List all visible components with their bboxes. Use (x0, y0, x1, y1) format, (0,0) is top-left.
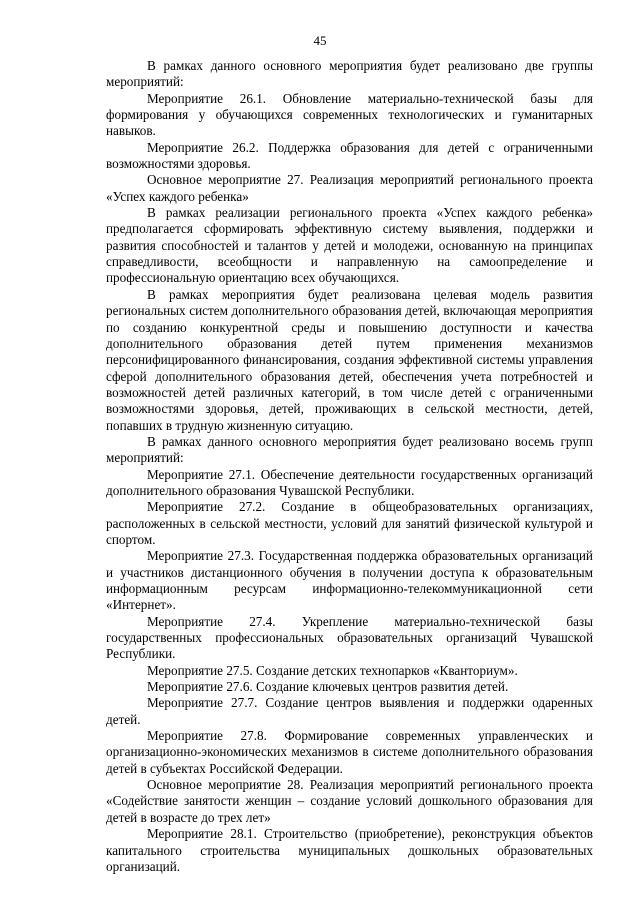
paragraph: Мероприятие 27.6. Создание ключевых центров развития детей. (147, 679, 509, 695)
paragraph: Основное мероприятие 27. Реализация мероприятий регионального проекта «Успех каждого ребенка» (106, 172, 593, 204)
paragraph: Мероприятие 27.3. Государственная поддержка образовательных организаций и участников дистанционного обучения в получении доступа к образовательным информационным ресурсам информационно-телекоммуникационной сети «Интернет». (106, 548, 593, 613)
paragraph: Мероприятие 26.1. Обновление материально-технической базы для формирования у обучающихся современных технологических и гуманитарных навыков. (106, 90, 593, 139)
paragraph: Мероприятие 27.4. Укрепление материально-технической базы государственных профессиональных образовательных организаций Чувашской Республики. (106, 613, 593, 662)
paragraph: Мероприятие 27.8. Формирование современных управленческих и организационно-экономических механизмов в системе дополнительного образования детей в субъектах Российской Федерации. (106, 728, 593, 776)
paragraph: Мероприятие 28.1. Строительство (приобретение), реконструкция объектов капитального строительства муниципальных дошкольных образовательных организаций. (106, 826, 593, 874)
paragraph: Мероприятие 27.1. Обеспечение деятельности государственных организаций дополнительного образования Чувашской Республики. (106, 466, 593, 498)
paragraph: В рамках мероприятия будет реализована целевая модель развития региональных систем дополнительного образования детей, включающая мероприятия по созданию конкурентной среды и повышению доступности и качества дополнительного образования детей путем применения механизмов персонифицированного финансирования, создания эффективной системы управления сферой дополнительного образования детей, обеспечения учета потребностей и возможностей детей различных категорий, в том числе детей с ограниченными возможностями здоровья, детей, проживающих в сельской местности, детей, попавших в трудную жизненную ситуацию. (106, 286, 593, 433)
paragraph: Основное мероприятие 28. Реализация мероприятий регионального проекта «Содействие занятости женщин – создание условий дошкольного образования для детей в возрасте до трех лет» (106, 777, 593, 825)
paragraph: В рамках данного основного мероприятия будет реализовано две группы мероприятий: (106, 58, 593, 90)
paragraph: Мероприятие 27.5. Создание детских технопарков «Кванториум». (147, 662, 518, 678)
paragraph: Мероприятие 27.2. Создание в общеобразовательных организациях, расположенных в сельской местности, условий для занятий физической культурой и спортом. (106, 499, 593, 547)
page-number: 45 (313, 33, 327, 48)
paragraph: Мероприятие 26.2. Поддержка образования для детей с ограниченными возможностями здоровья. (106, 139, 593, 172)
paragraph: В рамках реализации регионального проекта «Успех каждого ребенка» предполагается сформировать эффективную систему выявления, поддержки и развития способностей и талантов у детей и молодежи, основанную на принципах справедливости, всеобщности и направленную на самоопределение и профессиональную ориентацию всех обучающихся. (106, 205, 593, 286)
paragraph: В рамках данного основного мероприятия будет реализовано восемь групп мероприятий: (106, 433, 593, 466)
document-body (106, 58, 593, 875)
paragraph: Мероприятие 27.7. Создание центров выявления и поддержки одаренных детей. (106, 695, 593, 727)
